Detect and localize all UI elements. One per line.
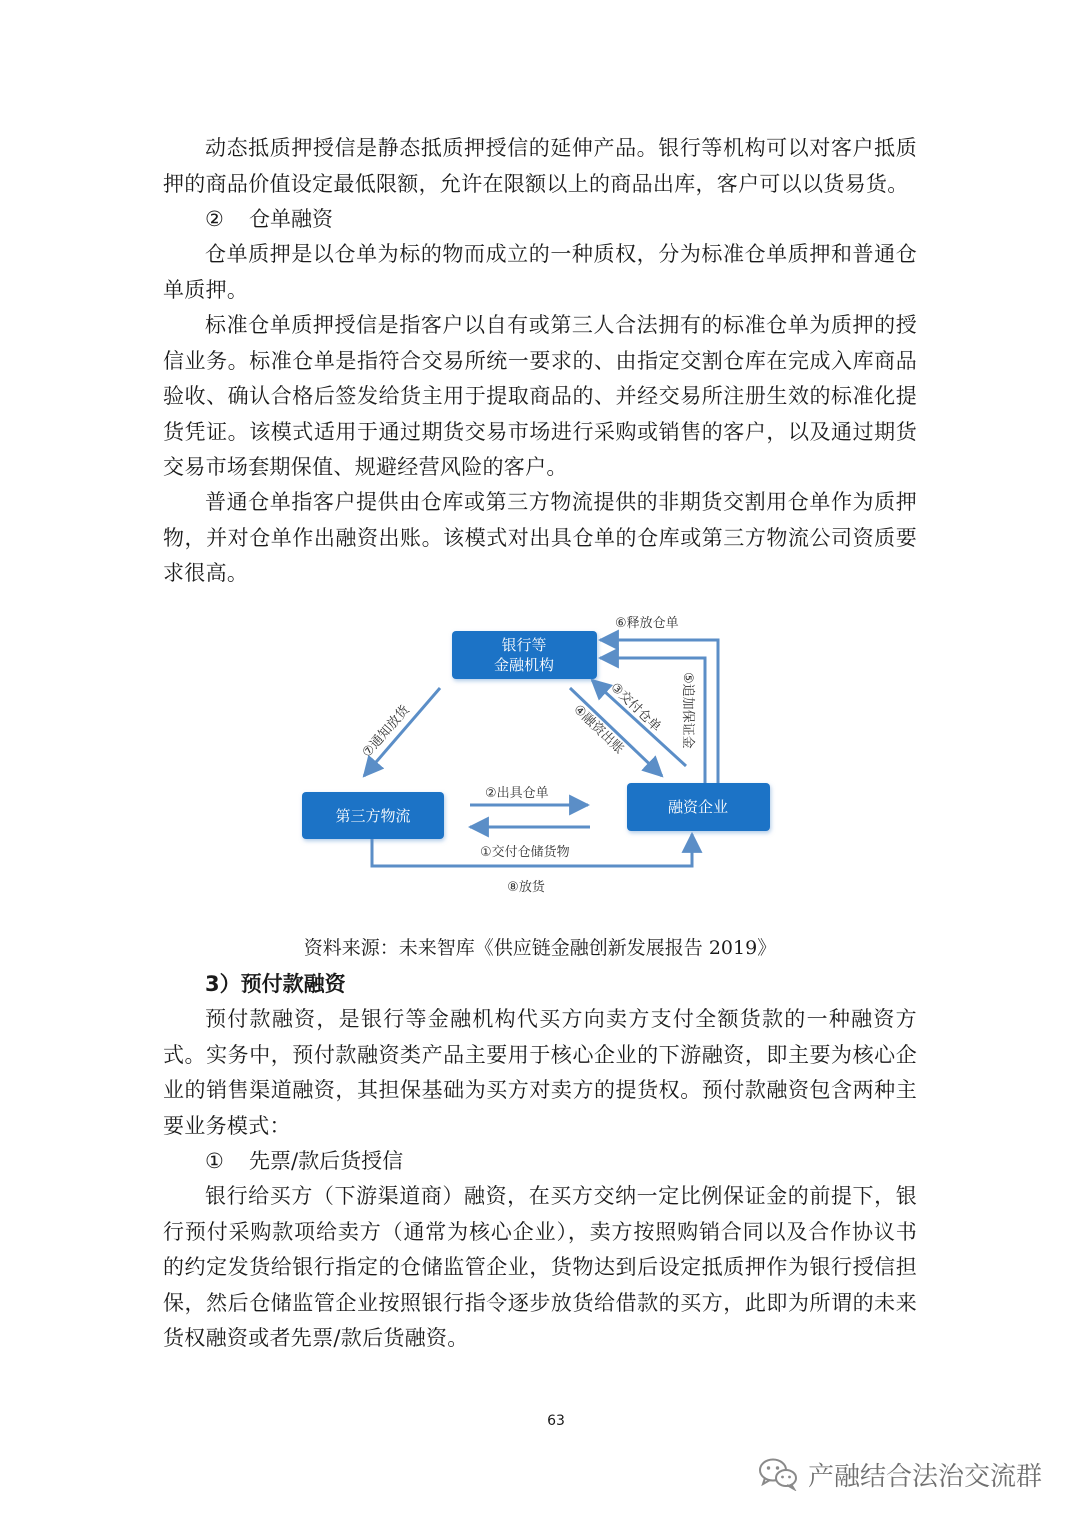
- list-label: 先票/款后货授信: [249, 1149, 404, 1173]
- paragraph-pay-first-detail: 银行给买方（下游渠道商）融资，在买方交纳一定比例保证金的前提下，银行预付采购款项给卖方（通常为核心企业），卖方按照购销合同以及合作协议书的约定发货给银行指定的仓储监管企业，货物达到后设定抵质押作为银行授信担保，然后仓储监管企业按照银行指令逐步放货给借款的买方，此即为所谓的未来货权融资或者先票/款后货融资。: [163, 1184, 917, 1350]
- label-step4: ④融资出账: [570, 702, 627, 758]
- watermark: [758, 1452, 1042, 1496]
- warehouse-receipt-flow-diagram: [290, 600, 790, 900]
- logistics-node-label: 第三方物流: [335, 807, 411, 825]
- paragraph-standard-receipt: 标准仓单质押授信是指客户以自有或第三人合法拥有的标准仓单为质押的授信业务。标准仓单是指符合交易所统一要求的、由指定交割仓库在完成入库商品验收、确认合格后签发给货主用于提取商品的、并经交易所注册生效的标准化提货凭证。该模式适用于通过期货交易市场进行采购或销售的客户，以及通过期货交易市场套期保值、规避经营风险的客户。: [163, 313, 917, 479]
- section-heading-prepayment: 3）预付款融资: [205, 972, 346, 996]
- paragraph-dynamic-pledge: 动态抵质押授信是静态抵质押授信的延伸产品。银行等机构可以对客户抵质押的商品价值设定最低限额，允许在限额以上的商品出库，客户可以以货易货。: [163, 136, 917, 196]
- paragraph-ordinary-receipt: 普通仓单指客户提供由仓库或第三方物流提供的非期货交割用仓单作为质押物，并对仓单作出融资出账。该模式对出具仓单的仓库或第三方物流公司资质要求很高。: [163, 490, 917, 585]
- label-step8: ⑧放货: [507, 880, 545, 895]
- watermark-text: 产融结合法治交流群: [808, 1461, 1043, 1492]
- label-step6: ⑥释放仓单: [615, 616, 679, 631]
- paragraph-receipt-pledge: 仓单质押是以仓单为标的物而成立的一种质权，分为标准仓单质押和普通仓单质押。: [163, 242, 917, 302]
- bank-node-label-1: 银行等: [501, 636, 547, 654]
- page-number: 63: [547, 1413, 565, 1429]
- wechat-icon: [758, 1457, 798, 1491]
- arrow-release-receipt: [600, 640, 718, 783]
- label-step3: ③交付仓单: [607, 680, 664, 736]
- list-label: 仓单融资: [249, 207, 333, 231]
- label-step7: ⑦通知放货: [359, 702, 413, 761]
- label-step5: ⑤追加保证金: [680, 672, 695, 749]
- label-step1: ①交付仓储货物: [480, 845, 570, 860]
- paragraph-prepayment-intro: 预付款融资，是银行等金融机构代买方向卖方支付全额货款的一种融资方式。实务中，预付款融资类产品主要用于核心企业的下游融资，即主要为核心企业的销售渠道融资，其担保基础为买方对卖方的提货权。预付款融资包含两种主要业务模式：: [163, 1007, 917, 1138]
- list-number: ①: [205, 1149, 224, 1173]
- bank-node-label-2: 金融机构: [493, 656, 555, 674]
- list-item-warehouse-receipt: [205, 202, 333, 238]
- list-number: ②: [205, 207, 224, 231]
- label-step2: ②出具仓单: [485, 786, 549, 801]
- figure-caption: 资料来源：未来智库《供应链金融创新发展报告 2019》: [303, 937, 777, 959]
- list-item-pay-first: [205, 1144, 403, 1180]
- enterprise-node-label: 融资企业: [667, 798, 729, 816]
